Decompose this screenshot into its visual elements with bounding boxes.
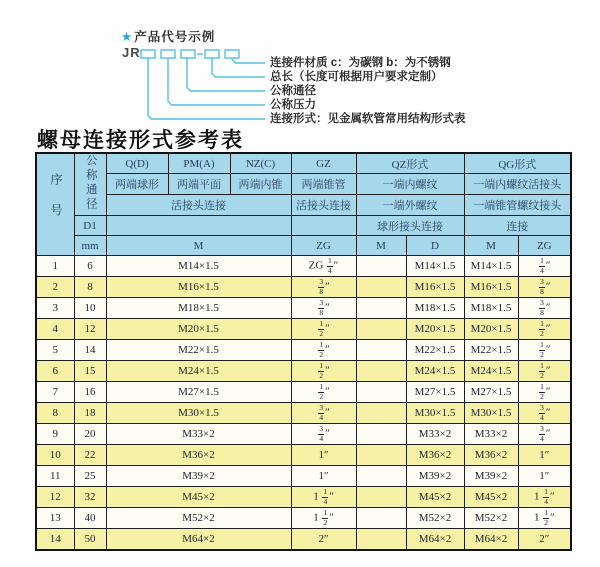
fraction: $\frac{3}{4}$ — [319, 403, 324, 422]
fraction: $\frac{3}{4}$ — [319, 424, 324, 443]
cell-qg_zg: $\frac{1}{2}$ ″ — [518, 361, 571, 382]
cell-qg_m: M27×1.5 — [464, 382, 518, 403]
cell-qg_zg: 1 $\frac{1}{4}$ ″ — [518, 487, 571, 508]
leader-line — [232, 58, 265, 63]
cell-dn: 14 — [74, 340, 106, 361]
cell-dn: 18 — [74, 403, 106, 424]
cell-seq: 9 — [36, 424, 74, 445]
cell-qz_m — [356, 319, 406, 340]
cell-qg_m: M30×1.5 — [464, 403, 518, 424]
fraction: $\frac{3}{8}$ — [319, 277, 324, 296]
cell-dn: 22 — [74, 445, 106, 466]
fraction: $\frac{1}{2}$ — [319, 340, 324, 359]
cell-zg: $\frac{1}{2}$ ″ — [291, 319, 356, 340]
cell-qz_d: M30×1.5 — [406, 403, 464, 424]
cell-m: M33×2 — [106, 424, 291, 445]
cell-qz_d: M14×1.5 — [406, 256, 464, 277]
header-cell-pma: PM(A) — [168, 153, 230, 174]
cell-qz_d: M27×1.5 — [406, 382, 464, 403]
leader-line — [212, 58, 265, 77]
cell-qg_m: M36×2 — [464, 445, 518, 466]
cell-dn: 12 — [74, 319, 106, 340]
cell-seq: 4 — [36, 319, 74, 340]
code-label-connection: 连接形式：见金属软管常用结构形式表 — [270, 113, 466, 125]
cell-qz_m — [356, 529, 406, 550]
cell-seq: 12 — [36, 487, 74, 508]
cell-qg_zg: $\frac{1}{2}$ ″ — [518, 319, 571, 340]
cell-m: M30×1.5 — [106, 403, 291, 424]
cell-qg_zg: $\frac{3}{8}$ ″ — [518, 277, 571, 298]
cell-seq: 7 — [36, 382, 74, 403]
header-cell-qz-form: QZ形式 — [356, 153, 464, 174]
header-cell-seq: 序号 — [36, 153, 74, 256]
cell-qg_zg: 1″ — [518, 466, 571, 487]
header-cell-qz-desc1: 一端内螺纹 — [356, 174, 464, 195]
table-row — [36, 487, 571, 508]
cell-dn: 25 — [74, 466, 106, 487]
header-cell-gz: GZ — [291, 153, 356, 174]
cell-m: M16×1.5 — [106, 277, 291, 298]
table-row — [36, 298, 571, 319]
section-title: 螺母连接形式参考表 — [37, 128, 244, 152]
fraction: $\frac{1}{4}$ — [544, 487, 548, 506]
table-body — [36, 256, 571, 550]
cell-qz_d: M18×1.5 — [406, 298, 464, 319]
cell-m: M27×1.5 — [106, 382, 291, 403]
cell-seq: 1 — [36, 256, 74, 277]
cell-qz_m — [356, 424, 406, 445]
cell-dn: 16 — [74, 382, 106, 403]
cell-zg: $\frac{3}{8}$ ″ — [291, 277, 356, 298]
header-cell-zg: ZG — [291, 236, 356, 256]
table-row — [36, 340, 571, 361]
cell-qg_m: M52×2 — [464, 508, 518, 529]
cell-m: M14×1.5 — [106, 256, 291, 277]
cell-m: M24×1.5 — [106, 361, 291, 382]
fraction: $\frac{1}{4}$ — [323, 487, 328, 506]
cell-qg_m: M45×2 — [464, 487, 518, 508]
cell-m: M52×2 — [106, 508, 291, 529]
cell-qz_m — [356, 445, 406, 466]
cell-qg_zg: $\frac{3}{8}$ ″ — [518, 298, 571, 319]
cell-dn: 40 — [74, 508, 106, 529]
cell-dn: 8 — [74, 277, 106, 298]
code-segment-box — [205, 50, 219, 58]
cell-qg_m: M20×1.5 — [464, 319, 518, 340]
fraction: $\frac{1}{4}$ — [540, 256, 544, 275]
fraction: $\frac{3}{4}$ — [540, 403, 544, 422]
cell-qz_d: M33×2 — [406, 424, 464, 445]
cell-qz_m — [356, 382, 406, 403]
code-segment-box — [161, 50, 175, 58]
cell-m: M36×2 — [106, 445, 291, 466]
cell-seq: 5 — [36, 340, 74, 361]
cell-m: M45×2 — [106, 487, 291, 508]
table-row — [36, 508, 571, 529]
cell-qg_m: M14×1.5 — [464, 256, 518, 277]
table-row — [36, 466, 571, 487]
header-cell-qg-form: QG形式 — [464, 153, 571, 174]
reference-table — [35, 152, 572, 551]
cell-seq: 6 — [36, 361, 74, 382]
cell-qz_d: M39×2 — [406, 466, 464, 487]
fraction: $\frac{1}{2}$ — [323, 508, 328, 527]
cell-zg: $\frac{3}{4}$ ″ — [291, 403, 356, 424]
cell-dn: 50 — [74, 529, 106, 550]
table-row — [36, 277, 571, 298]
header-cell-qg-m: M — [464, 236, 518, 256]
cell-zg: 1″ — [291, 445, 356, 466]
cell-qg_zg: $\frac{3}{4}$ ″ — [518, 424, 571, 445]
cell-qz_d: M45×2 — [406, 487, 464, 508]
fraction: $\frac{1}{4}$ — [328, 256, 332, 275]
code-label-length: 总长（长度可根据用户要求定制） — [270, 71, 443, 83]
cell-qz_m — [356, 403, 406, 424]
header-cell-qd: Q(D) — [106, 153, 168, 174]
cell-qz_d: M64×2 — [406, 529, 464, 550]
star-icon: ★ — [121, 30, 134, 44]
fraction: $\frac{3}{8}$ — [540, 277, 544, 296]
cell-qz_m — [356, 361, 406, 382]
cell-m: M64×2 — [106, 529, 291, 550]
cell-qg_zg: $\frac{1}{2}$ ″ — [518, 382, 571, 403]
fraction: $\frac{1}{2}$ — [319, 361, 324, 380]
cell-qz_d: M36×2 — [406, 445, 464, 466]
reference-table-wrap — [35, 152, 572, 551]
cell-dn: 20 — [74, 424, 106, 445]
cell-dn: 10 — [74, 298, 106, 319]
code-label-pressure: 公称压力 — [270, 99, 316, 111]
cell-zg: 1 $\frac{1}{4}$ ″ — [291, 487, 356, 508]
table-row — [36, 445, 571, 466]
header-cell-nz-desc: 两端内锥 — [230, 174, 291, 195]
cell-qg_m: M33×2 — [464, 424, 518, 445]
header-cell-dn: 公称通径 — [74, 153, 106, 216]
fraction: $\frac{1}{2}$ — [540, 361, 544, 380]
header-cell-blank-gz — [291, 216, 356, 236]
code-label-list — [270, 57, 466, 127]
cell-qz_m — [356, 298, 406, 319]
cell-zg: 1″ — [291, 466, 356, 487]
product-code-heading-text: 产品代号示例 — [134, 30, 216, 44]
fraction: $\frac{3}{4}$ — [540, 424, 544, 443]
header-cell-pm-desc: 两端平面 — [168, 174, 230, 195]
header-cell-qz-desc2: 一端外螺纹 — [356, 195, 464, 216]
table-row — [36, 382, 571, 403]
header-cell-gz-conn: 活接头连接 — [291, 195, 356, 216]
cell-qg_m: M18×1.5 — [464, 298, 518, 319]
cell-qg_zg: $\frac{3}{4}$ ″ — [518, 403, 571, 424]
leader-line — [148, 58, 265, 119]
header-cell-gz-desc: 两端锥管 — [291, 174, 356, 195]
cell-seq: 8 — [36, 403, 74, 424]
fraction: $\frac{3}{8}$ — [319, 298, 324, 317]
fraction: $\frac{1}{2}$ — [540, 382, 544, 401]
cell-qz_m — [356, 277, 406, 298]
cell-m: M20×1.5 — [106, 319, 291, 340]
code-label-diameter: 公称通径 — [270, 85, 316, 97]
cell-dn: 6 — [74, 256, 106, 277]
cell-zg: $\frac{1}{2}$ ″ — [291, 361, 356, 382]
header-cell-blank-left — [106, 216, 291, 236]
cell-qz_d: M52×2 — [406, 508, 464, 529]
cell-qz_m — [356, 340, 406, 361]
cell-zg: 2″ — [291, 529, 356, 550]
cell-zg: ZG $\frac{1}{4}$ ″ — [291, 256, 356, 277]
cell-qg_zg: 1″ — [518, 445, 571, 466]
fraction: $\frac{1}{2}$ — [319, 382, 324, 401]
fraction: $\frac{1}{2}$ — [544, 508, 548, 527]
fraction: $\frac{1}{2}$ — [540, 340, 544, 359]
cell-qg_m: M22×1.5 — [464, 340, 518, 361]
cell-qg_zg: $\frac{1}{4}$ ″ — [518, 256, 571, 277]
cell-m: M39×2 — [106, 466, 291, 487]
table-head — [36, 153, 571, 256]
header-cell-qg-desc1: 一端内螺纹活接头 — [464, 174, 571, 195]
leader-line — [168, 58, 265, 105]
cell-qg_zg: 1 $\frac{1}{2}$ ″ — [518, 508, 571, 529]
cell-m: M18×1.5 — [106, 298, 291, 319]
leader-line — [187, 58, 265, 91]
cell-dn: 15 — [74, 361, 106, 382]
fraction: $\frac{1}{2}$ — [319, 319, 324, 338]
header-cell-d1: D1 — [74, 216, 106, 236]
header-cell-qz-d: D — [406, 236, 464, 256]
cell-seq: 13 — [36, 508, 74, 529]
cell-m: M22×1.5 — [106, 340, 291, 361]
cell-qg_m: M24×1.5 — [464, 361, 518, 382]
cell-qz_m — [356, 466, 406, 487]
cell-qz_m — [356, 256, 406, 277]
fraction: $\frac{3}{8}$ — [540, 298, 544, 317]
table-row — [36, 319, 571, 340]
table-row — [36, 403, 571, 424]
header-cell-union-conn: 活接头连接 — [106, 195, 291, 216]
cell-seq: 3 — [36, 298, 74, 319]
header-cell-qz-m: M — [356, 236, 406, 256]
table-row — [36, 424, 571, 445]
product-code-heading — [121, 27, 215, 45]
cell-qg_zg: 2″ — [518, 529, 571, 550]
cell-qg_zg: $\frac{1}{2}$ ″ — [518, 340, 571, 361]
table-row — [36, 256, 571, 277]
cell-seq: 2 — [36, 277, 74, 298]
cell-qz_d: M22×1.5 — [406, 340, 464, 361]
cell-zg: $\frac{3}{8}$ ″ — [291, 298, 356, 319]
cell-zg: 1 $\frac{1}{2}$ ″ — [291, 508, 356, 529]
cell-zg: $\frac{1}{2}$ ″ — [291, 340, 356, 361]
cell-qg_m: M64×2 — [464, 529, 518, 550]
fraction: $\frac{1}{2}$ — [540, 319, 544, 338]
cell-qz_d: M24×1.5 — [406, 361, 464, 382]
header-cell-unit: mm — [74, 236, 106, 256]
cell-qg_m: M39×2 — [464, 466, 518, 487]
table-row — [36, 529, 571, 550]
header-cell-qg-zg: ZG — [518, 236, 571, 256]
cell-zg: $\frac{1}{2}$ ″ — [291, 382, 356, 403]
cell-qg_m: M16×1.5 — [464, 277, 518, 298]
cell-qz_m — [356, 487, 406, 508]
header-cell-nzc: NZ(C) — [230, 153, 291, 174]
cell-qz_d: M20×1.5 — [406, 319, 464, 340]
cell-seq: 14 — [36, 529, 74, 550]
cell-seq: 11 — [36, 466, 74, 487]
code-prefix: JR — [122, 45, 141, 60]
code-label-material: 连接件材质 c：为碳钢 b：为不锈钢 — [270, 57, 451, 69]
header-cell-qg-desc2: 一端锥管螺纹接头 — [464, 195, 571, 216]
code-segment-box — [225, 50, 239, 58]
code-segment-box — [141, 50, 155, 58]
cell-qz_m — [356, 508, 406, 529]
cell-qz_d: M16×1.5 — [406, 277, 464, 298]
header-cell-m: M — [106, 236, 291, 256]
cell-dn: 32 — [74, 487, 106, 508]
cell-seq: 10 — [36, 445, 74, 466]
header-cell-qg-conn: 连接 — [464, 216, 571, 236]
table-row — [36, 361, 571, 382]
header-cell-qz-conn: 球形接头连接 — [356, 216, 464, 236]
code-segment-box — [181, 50, 195, 58]
header-cell-q-desc: 两端球形 — [106, 174, 168, 195]
cell-zg: $\frac{3}{4}$ ″ — [291, 424, 356, 445]
